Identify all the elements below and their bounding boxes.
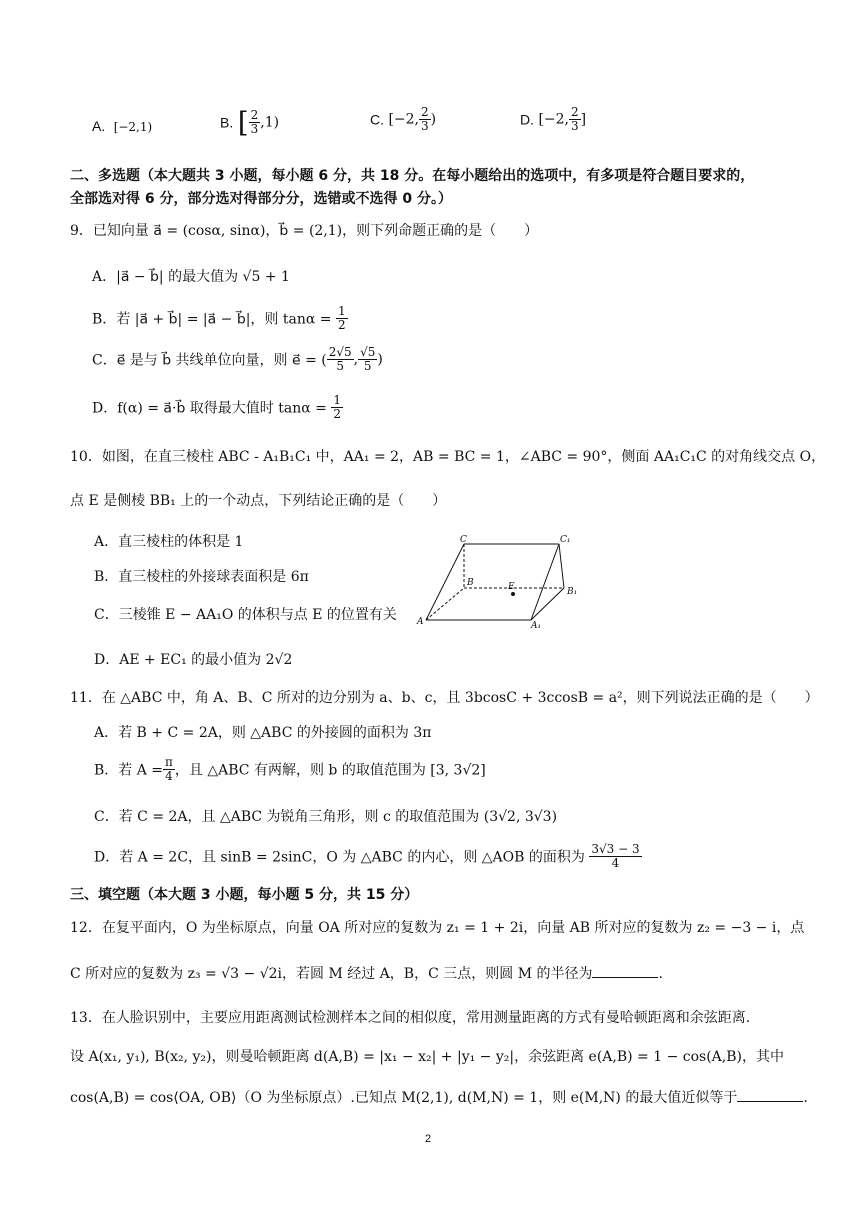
q9-option-d [92,394,343,421]
point-e [511,592,515,596]
section2-heading-line1: 二、多选题（本大题共 3 小题，每小题 6 分，共 18 分。在每小题给出的选项中，有多项是符合题目要求的， [70,168,755,184]
q9-option-c-fraction2: $\frac{√5}{5}$ [360,345,376,373]
q13-line2: 设 A(x₁, y₁), B(x₂, y₂)，则曼哈顿距离 d(A,B) = |x₁ − x₂| + |y₁ − y₂|，余弦距离 e(A,B) = 1 − cos(A,B)，其中 [70,1049,784,1065]
q13-line3-end: . [803,1090,808,1106]
section2-heading-line2: 全部选对得 6 分，部分选对得部分分，选错或不选得 0 分。） [70,191,452,207]
q11-option-d-fraction: $\frac{3√3 - 3}{4}$ [591,842,640,870]
q10-option-a: A．直三棱柱的体积是 1 [94,534,244,550]
q8-option-d-label: D. [520,111,534,128]
q11-option-b-rest: ，且 △ABC 有两解，则 b 的取值范围为 [3, 3√2] [174,762,486,779]
q13-answer-blank[interactable] [737,1087,803,1102]
q8-option-d [520,106,586,133]
q13-line3-text: cos(A,B) = cos⟨OA, OB⟩（O 为坐标原点）.已知点 M(2,1), d(M,N) = 1，则 e(M,N) 的最大值近似等于 [70,1090,738,1106]
q13-line1: 13．在人脸识别中，主要应用距离测试检测样本之间的相似度，常用测量距离的方式有曼哈顿距离和余弦距离. [70,1010,751,1026]
label-a1: A₁ [531,621,542,631]
q8-option-a-value: [−2,1) [113,120,153,134]
q12-line2 [70,963,663,983]
q8-option-d-left: [−2, [538,111,570,128]
q8-option-b-fraction: $\frac{2}{3}$ [250,108,259,136]
section3-heading: 三、填空题（本大题 3 小题，每小题 5 分，共 15 分） [70,887,419,903]
q9-option-b [92,305,348,332]
q9-option-c-fraction1: $\frac{2√5}{5}$ [328,345,352,373]
label-c1: C₁ [560,535,571,545]
label-a: A [417,617,424,627]
q10-option-c: C．三棱锥 E − AA₁O 的体积与点 E 的位置有关 [94,607,397,623]
q9-option-c: C．e⃗ 是与 b⃗ 共线单位向量，则 e⃗ = ( $\frac{2√5}{5}$ , $\frac{√5}{5}$ ) [92,345,383,373]
q8-option-c-fraction: $\frac{2}{3}$ [421,105,429,133]
q9-option-c-text: C．e⃗ 是与 b⃗ 共线单位向量，则 e⃗ = ( [92,352,327,369]
label-b: B [467,578,474,588]
q9-option-a: A．|a⃗ − b⃗| 的最大值为 √5 + 1 [92,269,290,285]
q8-option-a [92,118,152,135]
label-c: C [460,535,467,545]
q11-option-a: A．若 B + C = 2A，则 △ABC 的外接圆的面积为 3π [94,725,432,741]
q11-option-b-text: B．若 A = [94,762,164,779]
q9-option-c-close: ) [377,351,383,368]
q10-stem-line1: 10．如图，在直三棱柱 ABC - A₁B₁C₁ 中，AA₁ = 2，AB = BC = 1，∠ABC = 90°，侧面 AA₁C₁C 的对角线交点 O， [70,449,826,465]
q8-option-c-rest: ) [430,111,437,128]
q9-option-d-fraction: $\frac{1}{2}$ [333,393,341,421]
q9-stem: 9．已知向量 a⃗ = (cosα, sinα)，b⃗ = (2,1)，则下列命题正确的是（ ） [70,223,539,239]
q10-stem-line2: 点 E 是侧棱 BB₁ 上的一个动点，下列结论正确的是（ ） [70,493,447,509]
q10-option-d: D．AE + EC₁ 的最小值为 2√2 [94,652,293,668]
q11-option-b [94,756,486,783]
edge-a-b-hidden [426,588,464,620]
edge-a1-b1 [531,588,564,620]
q8-option-b [220,106,279,139]
q8-option-b-label: B. [220,114,234,131]
q9-option-b-text: B．若 |a⃗ + b⃗| = |a⃗ − b⃗|，则 tanα = [92,311,332,328]
prism-figure [415,532,590,632]
q11-option-d [94,843,642,870]
q12-answer-blank[interactable] [592,963,658,978]
q8-option-c-label: C. [370,111,384,128]
label-e: E [508,582,515,592]
q8-option-b-left: [ [237,106,249,139]
q13-line3 [70,1087,808,1107]
q9-option-d-text: D．f(α) = a⃗·b⃗ 取得最大值时 tanα = [92,400,327,417]
label-b1: B₁ [567,587,578,597]
q8-option-d-fraction: $\frac{2}{3}$ [571,105,579,133]
q12-line2-text: C 所对应的复数为 z₃ = √3 − √2i，若圆 M 经过 A，B，C 三点，则圆 M 的半径为 [70,966,593,982]
q11-stem: 11．在 △ABC 中，角 A、B、C 所对的边分别为 a、b、c，且 3bcosC + 3ccosB = a²，则下列说法正确的是（ ） [70,690,819,706]
q8-option-d-rest: ] [580,111,587,128]
q11-option-c: C．若 C = 2A，且 △ABC 为锐角三角形，则 c 的取值范围为 (3√2, 3√3) [94,809,558,825]
q8-option-a-label: A. [92,118,106,134]
q8-option-b-rest: ,1) [260,114,280,131]
q8-option-c [370,106,436,133]
q11-option-b-fraction: $\frac{\pi}{4}$ [165,755,173,783]
q9-option-b-fraction: $\frac{1}{2}$ [337,304,346,332]
q11-option-d-text: D．若 A = 2C，且 sinB = 2sinC，O 为 △ABC 的内心，则 △AOB 的面积为 [94,849,585,866]
page-number: 2 [425,1133,432,1145]
q12-line1: 12．在复平面内，O 为坐标原点，向量 OA 所对应的复数为 z₁ = 1 + 2i，向量 AB 所对应的复数为 z₂ = −3 − i，点 [70,920,805,936]
q10-option-b: B．直三棱柱的外接球表面积是 6π [94,569,309,585]
q8-option-c-left: [−2, [388,111,420,128]
edge-c-a [426,544,464,620]
edge-c1-a1 [531,544,559,620]
q12-line2-end: . [658,966,663,982]
edge-c1-b1 [559,544,564,588]
